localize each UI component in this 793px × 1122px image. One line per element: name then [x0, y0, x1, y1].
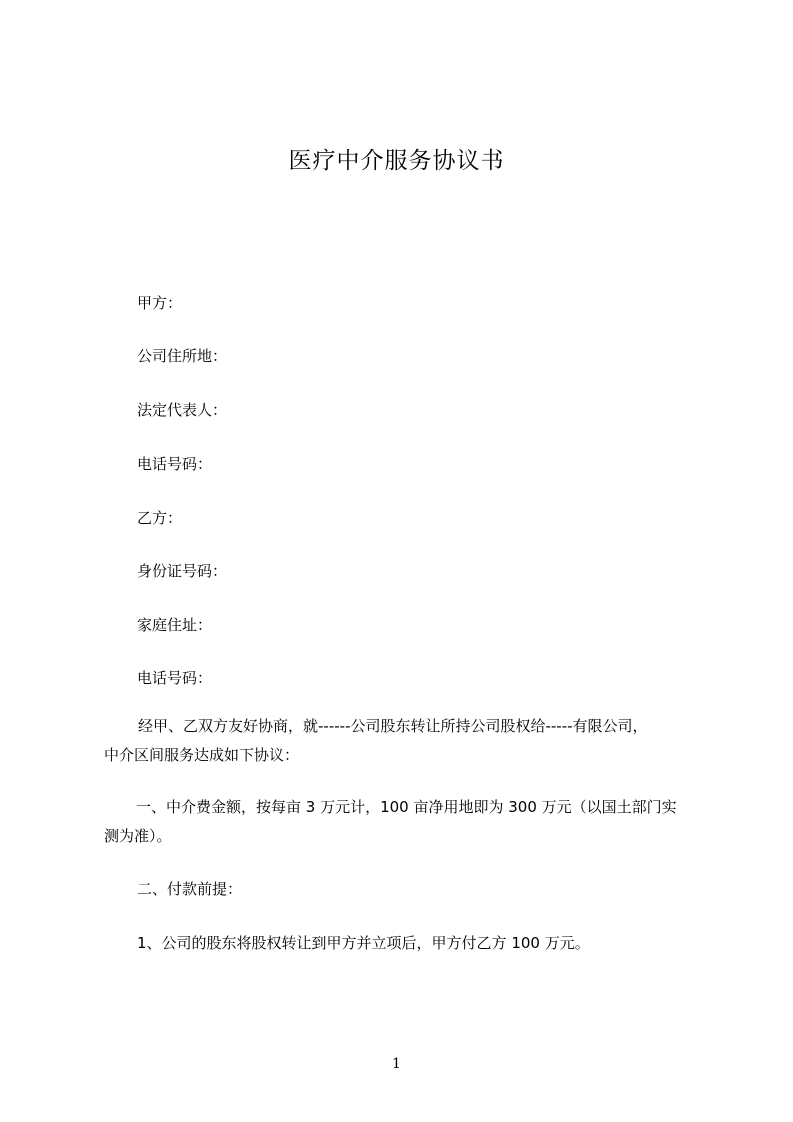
party-b-label: 乙方：	[137, 509, 183, 527]
party-b-phone-label: 电话号码：	[137, 669, 213, 687]
clause-1-line-1: 一、中介费金额，按每亩 3 万元计，100 亩净用地即为 300 万元（以国土部门实	[136, 798, 677, 816]
clause-1-line-2: 测为准）。	[104, 827, 172, 845]
clause-2-item-1: 1、公司的股东将股权转让到甲方并立项后，甲方付乙方 100 万元。	[137, 934, 590, 952]
party-a-legal-rep-label: 法定代表人：	[137, 401, 228, 419]
party-b-id-label: 身份证号码：	[137, 562, 228, 580]
party-a-label: 甲方：	[137, 294, 183, 312]
clause-1-paragraph	[104, 793, 716, 851]
intro-line-1: 经甲、乙双方友好协商，就------公司股东转让所持公司股权给-----有限公司，	[138, 717, 648, 735]
party-a-phone-label: 电话号码：	[137, 455, 213, 473]
party-a-address-label: 公司住所地：	[137, 347, 228, 365]
document-title: 医疗中介服务协议书	[288, 148, 505, 174]
clause-2-heading: 二、付款前提：	[137, 880, 243, 898]
party-b-home-address-label: 家庭住址：	[137, 616, 213, 634]
intro-line-2: 中介区间服务达成如下协议：	[104, 746, 300, 764]
page-number: 1	[392, 1056, 401, 1072]
intro-paragraph	[104, 712, 716, 770]
